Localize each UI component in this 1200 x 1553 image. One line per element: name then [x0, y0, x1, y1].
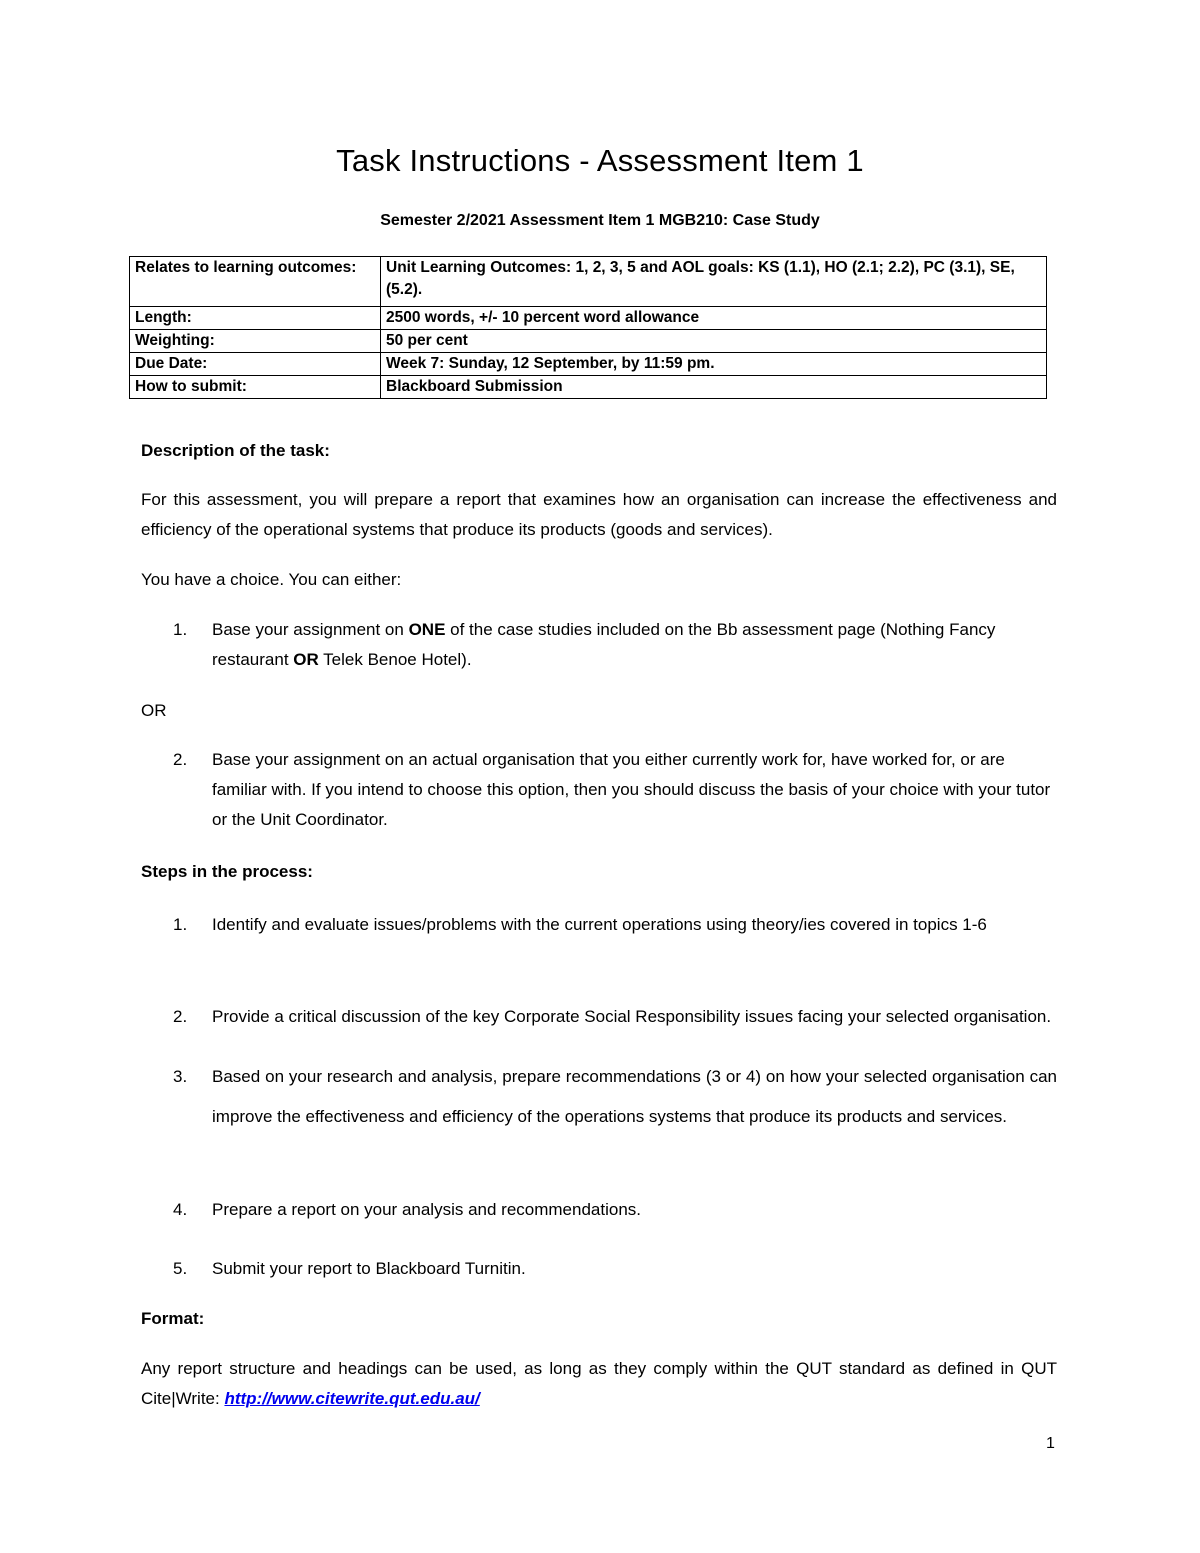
option-text: Base your assignment on an actual organisation that you either currently work for, have worked for, or are familiar with. If you intend to choose this option, then you should discuss the basis of your choice with your tutor or the Unit Coordinator.	[212, 750, 1051, 829]
table-value: Unit Learning Outcomes: 1, 2, 3, 5 and AOL goals: KS (1.1), HO (2.1; 2.2), PC (3.1), SE, (5.2).	[381, 257, 1047, 307]
option-number: 2.	[173, 750, 188, 769]
step-4	[141, 1195, 1057, 1225]
steps-heading: Steps in the process:	[141, 862, 313, 881]
table-label: Weighting:	[130, 330, 381, 353]
description-text: For this assessment, you will prepare a report that examines how an organisation can increase the effectiveness and efficiency of the operational systems that produce its products (goods and services).	[141, 490, 1057, 539]
step-5	[141, 1254, 1057, 1284]
choice-intro: You have a choice. You can either:	[141, 570, 402, 589]
option-text-part: Telek Benoe Hotel).	[318, 650, 472, 669]
page-title: Task Instructions - Assessment Item 1	[336, 143, 864, 178]
option-text-part: of the case studies included on the Bb assessment page (Nothing Fancy restaurant	[212, 620, 996, 669]
table-value: 50 per cent	[381, 330, 1047, 353]
table-label: How to submit:	[130, 376, 381, 399]
step-number: 4.	[173, 1200, 188, 1219]
format-heading: Format:	[141, 1309, 205, 1328]
option-1	[141, 615, 1057, 675]
step-text: Provide a critical discussion of the key Corporate Social Responsibility issues facing your selected organisation.	[212, 1007, 1052, 1026]
table-label: Due Date:	[130, 353, 381, 376]
format-text	[141, 1354, 1057, 1414]
page-number: 1	[1046, 1435, 1055, 1452]
step-1	[141, 905, 1057, 945]
table-row	[130, 257, 1047, 307]
or-label: OR	[141, 701, 167, 720]
step-number: 2.	[173, 1007, 188, 1026]
step-text: Identify and evaluate issues/problems with the current operations using theory/ies covered in topics 1-6	[212, 915, 987, 934]
table-value: 2500 words, +/- 10 percent word allowance	[381, 307, 1047, 330]
table-value: Week 7: Sunday, 12 September, by 11:59 pm.	[381, 353, 1047, 376]
format-text-body: Any report structure and headings can be used, as long as they comply within the QUT standard as defined in QUT Cite|Write:	[141, 1359, 1057, 1408]
table-label: Relates to learning outcomes:	[130, 257, 381, 307]
table-row	[130, 307, 1047, 330]
table-row	[130, 330, 1047, 353]
step-text: Based on your research and analysis, prepare recommendations (3 or 4) on how your selected organisation can improve the effectiveness and efficiency of the operations systems that produce its products and services.	[212, 1067, 1057, 1126]
option-text	[212, 615, 1057, 675]
step-text: Submit your report to Blackboard Turnitin.	[212, 1259, 526, 1278]
citewrite-link[interactable]: http://www.citewrite.qut.edu.au/	[224, 1389, 480, 1408]
table-row	[130, 376, 1047, 399]
page-subtitle: Semester 2/2021 Assessment Item 1 MGB210: Case Study	[380, 212, 820, 229]
option-number: 1.	[173, 620, 188, 639]
step-3	[141, 1057, 1057, 1137]
step-2	[141, 1004, 1057, 1030]
step-number: 5.	[173, 1259, 188, 1278]
option-text-part: Base your assignment on	[212, 620, 409, 639]
option-2	[141, 745, 1057, 835]
table-row	[130, 353, 1047, 376]
assessment-info-table	[129, 256, 1047, 399]
step-number: 3.	[173, 1067, 188, 1086]
option-emphasis: ONE	[408, 620, 446, 639]
table-value: Blackboard Submission	[381, 376, 1047, 399]
step-number: 1.	[173, 915, 188, 934]
step-text: Prepare a report on your analysis and recommendations.	[212, 1200, 642, 1219]
table-label: Length:	[130, 307, 381, 330]
option-emphasis: OR	[293, 650, 319, 669]
description-heading: Description of the task:	[141, 441, 330, 460]
